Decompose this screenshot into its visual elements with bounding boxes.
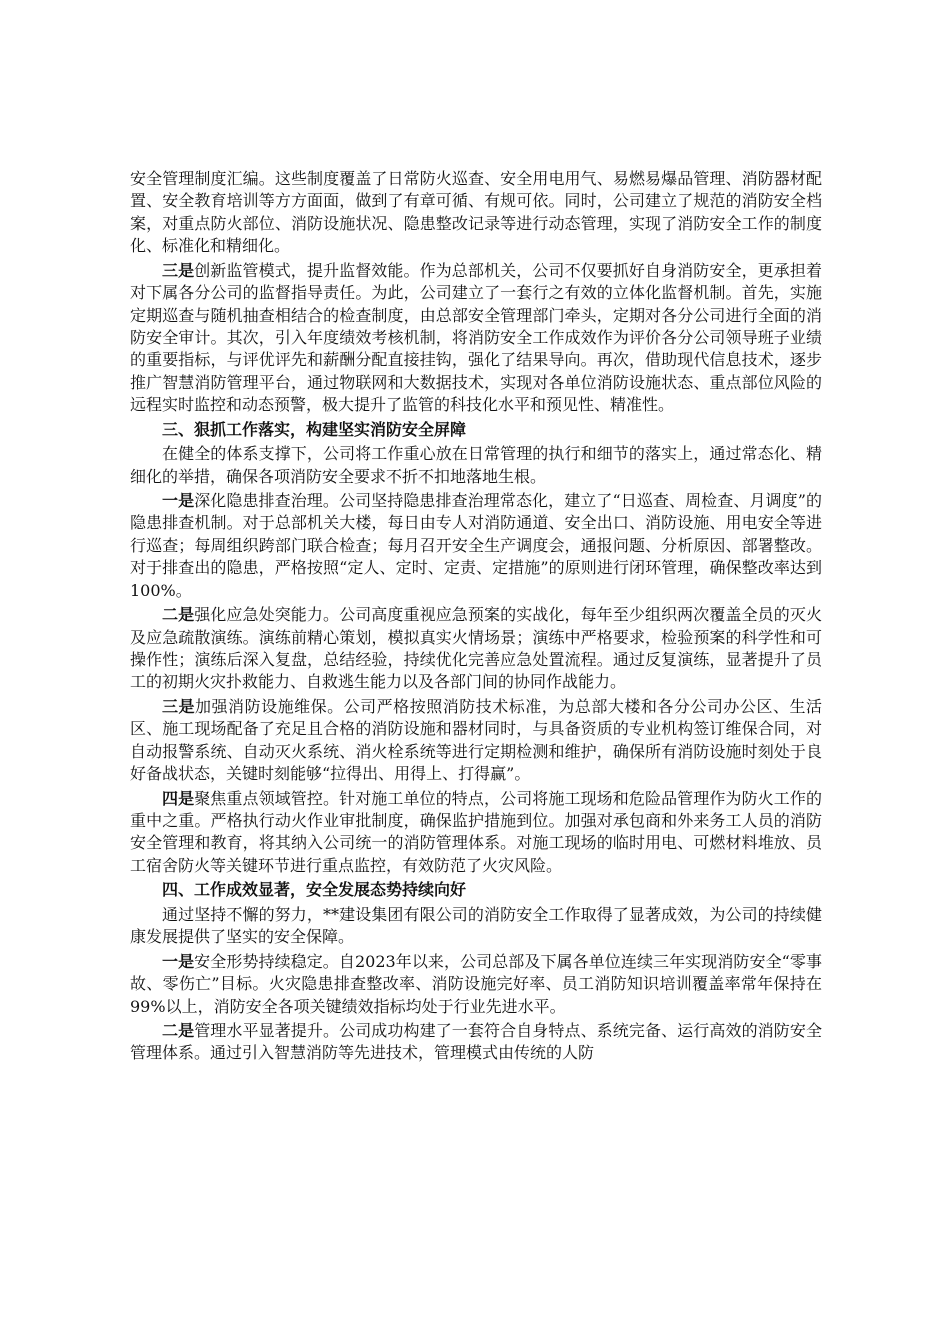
paragraph-1: [130, 168, 822, 258]
document-page: [130, 168, 822, 1067]
paragraph-text: 安全形势持续稳定。自2023年以来，公司总部及下属各单位连续三年实现消防安全“零事故、零伤亡”目标。火灾隐患排查整改率、消防设施完好率、员工消防知识培训覆盖率常年保持在99%以上，消防安全各项关键绩效指标均处于行业先进水平。: [130, 951, 822, 1016]
paragraph-7: [130, 696, 822, 786]
paragraph-5: [130, 490, 822, 602]
paragraph-2: [130, 260, 822, 417]
paragraph-lead: 二是: [162, 1021, 195, 1041]
paragraph-lead: 一是: [162, 951, 195, 971]
paragraph-6: [130, 604, 822, 694]
paragraph-text: 聚焦重点领域管控。针对施工单位的特点，公司将施工现场和危险品管理作为防火工作的重中之重。严格执行动火作业审批制度，确保监护措施到位。加强对承包商和外来务工人员的消防安全管理和教育，将其纳入公司统一的消防管理体系。对施工现场的临时用电、可燃材料堆放、员工宿舍防火等关键环节进行重点监控，有效防范了火灾风险。: [130, 788, 822, 875]
paragraph-lead: 二是: [162, 605, 195, 625]
paragraph-text: 管理水平显著提升。公司成功构建了一套符合自身特点、系统完备、运行高效的消防安全管理体系。通过引入智慧消防等先进技术，管理模式由传统的人防: [130, 1021, 822, 1063]
section-heading-3: 三、狠抓工作落实，构建坚实消防安全屏障: [162, 419, 467, 439]
paragraph-lead: 一是: [162, 491, 195, 511]
paragraph-4: [130, 443, 822, 488]
paragraph-lead: 三是: [162, 260, 195, 280]
paragraph-12: [130, 1020, 822, 1065]
paragraph-text: 强化应急处突能力。公司高度重视应急预案的实战化，每年至少组织两次覆盖全员的灭火及应急疏散演练。演练前精心策划，模拟真实火情场景；演练中严格要求，检验预案的科学性和可操作性；演练后深入复盘，总结经验，持续优化完善应急处置流程。通过反复演练，显著提升了员工的初期火灾扑救能力、自救逃生能力以及各部门间的协同作战能力。: [130, 605, 822, 692]
paragraph-text: 在健全的体系支撑下，公司将工作重心放在日常管理的执行和细节的落实上，通过常态化、精细化的举措，确保各项消防安全要求不折不扣地落地生根。: [130, 444, 822, 486]
paragraph-text: 创新监管模式，提升监督效能。作为总部机关，公司不仅要抓好自身消防安全，更承担着对下属各分公司的监督指导责任。为此，公司建立了一套行之有效的立体化监督机制。首先，实施定期巡查与随机抽查相结合的检查制度，由总部安全管理部门牵头，定期对各分公司进行全面的消防安全审计。其次，引入年度绩效考核机制，将消防安全工作成效作为评价各分公司领导班子业绩的重要指标，与评优评先和薪酬分配直接挂钩，强化了结果导向。再次，借助现代信息技术，逐步推广智慧消防管理平台，通过物联网和大数据技术，实现对各单位消防设施状态、重点部位风险的远程实时监控和动态预警，极大提升了监管的科技化水平和预见性、精准性。: [130, 260, 822, 415]
paragraph-text: 深化隐患排查治理。公司坚持隐患排查治理常态化，建立了“日巡查、周检查、月调度”的隐患排查机制。对于总部机关大楼，每日由专人对消防通道、安全出口、消防设施、用电安全等进行巡查；每周组织跨部门联合检查；每月召开安全生产调度会，通报问题、分析原因、部署整改。对于排查出的隐患，严格按照“定人、定时、定责、定措施”的原则进行闭环管理，确保整改率达到100%。: [130, 491, 822, 600]
paragraph-text: 通过坚持不懈的努力，**建设集团有限公司的消防安全工作取得了显著成效，为公司的持续健康发展提供了坚实的安全保障。: [130, 904, 822, 947]
paragraph-11: [130, 951, 822, 1018]
paragraph-10: [130, 904, 822, 949]
paragraph-text: 安全管理制度汇编。这些制度覆盖了日常防火巡查、安全用电用气、易燃易爆品管理、消防器材配置、安全教育培训等方方面面，做到了有章可循、有规可依。同时，公司建立了规范的消防安全档案，对重点防火部位、消防设施状况、隐患整改记录等进行动态管理，实现了消防安全工作的制度化、标准化和精细化。: [130, 169, 822, 256]
paragraph-text: 加强消防设施维保。公司严格按照消防技术标准，为总部大楼和各分公司办公区、生活区、施工现场配备了充足且合格的消防设施和器材同时，与具备资质的专业机构签订维保合同，对自动报警系统、自动灭火系统、消火栓系统等进行定期检测和维护，确保所有消防设施时刻处于良好备战状态，关键时刻能够“拉得出、用得上、打得赢”。: [130, 696, 822, 784]
paragraph-8: [130, 788, 822, 878]
paragraph-lead: 四是: [162, 788, 195, 808]
paragraph-lead: 三是: [162, 696, 196, 716]
section-heading-4: 四、工作成效显著，安全发展态势持续向好: [162, 880, 467, 900]
